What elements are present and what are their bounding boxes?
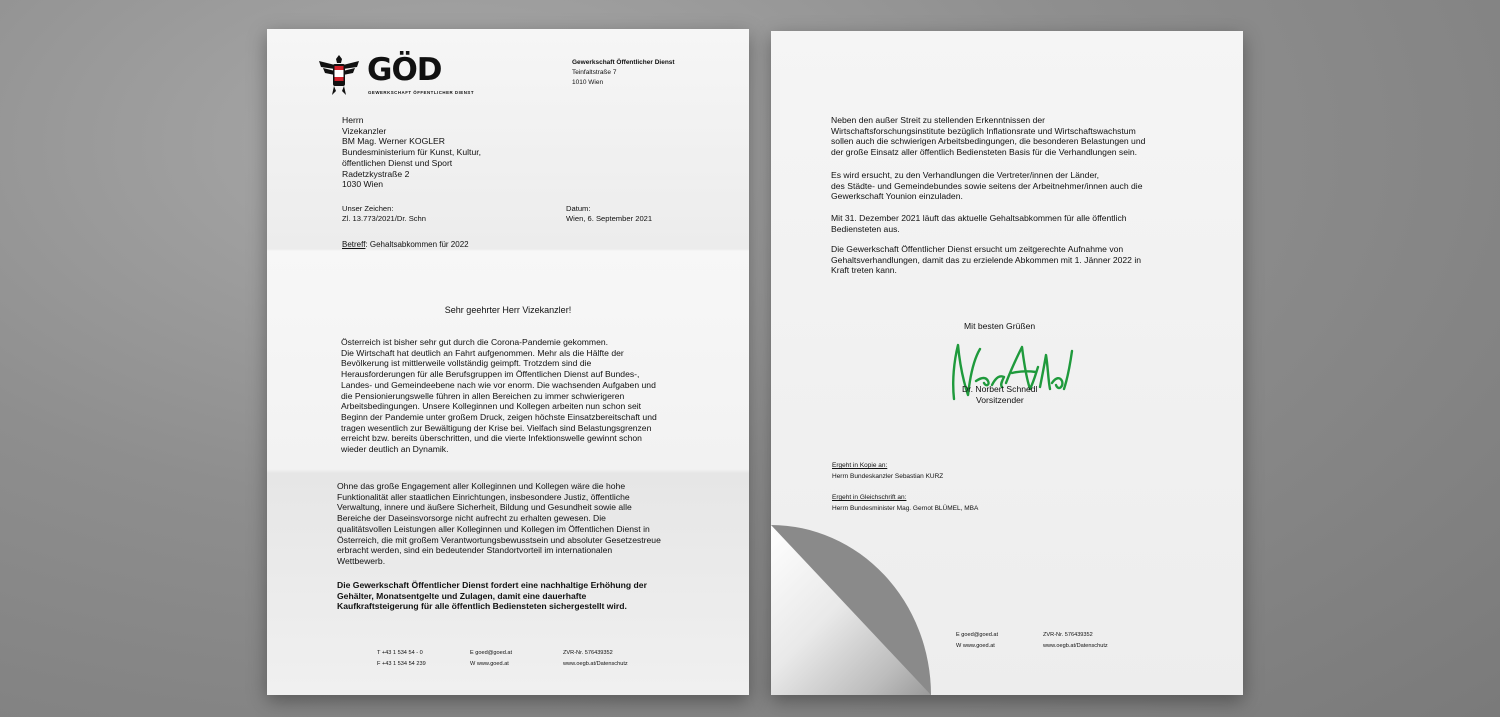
sender-city: 1010 Wien [572, 79, 604, 86]
text-line: Mit 31. Dezember 2021 läuft das aktuelle Gehaltsabkommen für alle öffentlich [831, 213, 1127, 223]
subject-value: : Gehaltsabkommen für 2022 [365, 240, 469, 249]
text-line: Die Gewerkschaft Öffentlicher Dienst fordert eine nachhaltige Erhöhung der [337, 580, 647, 590]
copy-label: Ergeht in Kopie an: [832, 462, 888, 469]
sender-street: Teinfaltstraße 7 [572, 69, 617, 76]
paragraph-2 [337, 481, 661, 567]
text-line: Es wird ersucht, zu den Verhandlungen die Vertreter/innen der Länder, [831, 170, 1100, 180]
reference-label: Unser Zeichen: [342, 204, 394, 213]
text-line: der große Einsatz aller öffentlich Bediensteten Basis für die Verhandlungen sein. [831, 147, 1138, 158]
sender-name: Gewerkschaft Öffentlicher Dienst [572, 59, 675, 66]
footer-tel: T +43 1 534 54 - 0 [377, 650, 423, 656]
text-line: Wettbewerb. [337, 555, 386, 566]
logo-wordmark: GÖD [367, 52, 442, 88]
text-line: Bevölkerung ist mittlerweile vollständig geimpft. Trotzdem sind die [341, 358, 592, 369]
eagle-logo-icon [317, 51, 361, 97]
text-line: Beginn der Pandemie unter großem Druck, zeigen höchste Einsatzbereitschaft und [341, 411, 657, 422]
text-line: Die Gewerkschaft Öffentlicher Dienst ersucht um zeitgerechte Aufnahme von [831, 244, 1124, 254]
demand-paragraph [337, 580, 647, 612]
signer-name: Dr. Norbert Schnedl [962, 384, 1038, 394]
salutation: Sehr geehrter Herr Vizekanzler! [444, 305, 572, 315]
footer-zvr: ZVR-Nr. 576439352 [563, 650, 613, 656]
footer-fax: F +43 1 534 54 239 [377, 661, 426, 667]
recipient-line: 1030 Wien [342, 179, 384, 190]
text-line: Bereiche der Daseinsvorsorge nicht aufrecht zu erhalten gewesen. Die [337, 513, 606, 524]
paragraph-1 [341, 337, 657, 455]
text-line: die Pensionierungswelle führen in allen Bereichen zu immer schwierigeren [341, 390, 625, 401]
cc-value: Herrn Bundesminister Mag. Gernot BLÜMEL, MBA [832, 505, 979, 512]
text-line: Funktionalität aller staatlichen Einrichtungen, insbesondere Justiz, öffentliche [337, 491, 630, 502]
logo-subtitle: GEWERKSCHAFT ÖFFENTLICHER DIENST [368, 90, 475, 95]
letter-page-1 [267, 29, 749, 695]
date-value: Wien, 6. September 2021 [566, 214, 653, 223]
copy-value: Herrn Bundeskanzler Sebastian KURZ [832, 473, 944, 480]
recipient-line: Herrn [342, 115, 364, 125]
footer-privacy: www.oegb.at/Datenschutz [563, 661, 628, 667]
letter-page-2 [771, 31, 1243, 695]
subject-label: Betreff [342, 240, 366, 249]
text-line: Kaufkraftsteigerung für alle öffentlich Bediensteten sichergestellt wird. [337, 601, 627, 612]
text-line: Herausforderungen für alle Berufsgruppen im Öffentlichen Dienst auf Bundes-, [341, 369, 640, 380]
page2-paragraph-2 [831, 170, 1143, 202]
text-line: Verwaltung, innere und äußere Sicherheit, Bildung und Gesundheit sowie alle [337, 502, 632, 513]
text-line: Österreich, die mit großem Verantwortungsbewusstsein und absoluter Gesetzestreue [337, 534, 661, 545]
closing: Mit besten Grüßen [964, 321, 1036, 331]
text-line: Kraft treten kann. [831, 265, 897, 276]
text-line: Die Wirtschaft hat deutlich an Fahrt aufgenommen. Mehr als die Hälfte der [341, 347, 624, 358]
footer-privacy: www.oegb.at/Datenschutz [1043, 643, 1108, 649]
text-line: erreicht bzw. bereits überschritten, und die vierte Infektionswelle gewinnt schon [341, 433, 642, 444]
page2-paragraph-3 [831, 213, 1127, 234]
text-line: Gewerkschaft Younion einzuladen. [831, 191, 963, 202]
recipient-line: Vizekanzler [342, 125, 387, 136]
text-line: Gehälter, Monatsentgelte und Zulagen, damit eine dauerhafte [337, 590, 587, 601]
text-line: Bediensteten aus. [831, 223, 900, 234]
date-label: Datum: [566, 204, 591, 213]
recipient-line: öffentlichen Dienst und Sport [342, 157, 453, 168]
text-line: Landes- und Gemeindeebene nach wie vor enorm. Die wachsenden Aufgaben und [341, 379, 656, 390]
text-line: sollen auch die schwierigen Arbeitsbedingungen, die besonderen Belastungen und [831, 136, 1146, 147]
page2-paragraph-4 [831, 244, 1141, 276]
reference-value: Zl. 13.773/2021/Dr. Schn [342, 214, 427, 223]
text-line: Österreich ist bisher sehr gut durch die Corona-Pandemie gekommen. [341, 337, 609, 347]
footer-email: E goed@goed.at [956, 632, 999, 638]
text-line: Neben den außer Streit zu stellenden Erkenntnissen der [831, 115, 1046, 125]
text-line: tragen wesentlich zur Bewältigung der Krise bei. Vielfach sind Belastungsgrenzen [341, 422, 652, 433]
text-line: Wirtschaftsforschungsinstitute bezüglich Inflationsrate und Wirtschaftswachstum [831, 125, 1136, 136]
footer-zvr: ZVR-Nr. 576439352 [1043, 632, 1093, 638]
subject-line [342, 241, 469, 249]
text-line: wieder deutlich an Dynamik. [341, 444, 449, 455]
page2-paragraph-1 [831, 115, 1145, 158]
text-line: Arbeitsbedingungen. Unsere Kolleginnen und Kollegen arbeiten nun schon seit [341, 401, 642, 412]
cc-label: Ergeht in Gleichschrift an: [832, 494, 907, 501]
recipient-address [342, 115, 481, 190]
signer-title: Vorsitzender [976, 395, 1024, 405]
recipient-line: Bundesministerium für Kunst, Kultur, [342, 147, 481, 158]
recipient-line: BM Mag. Werner KOGLER [342, 136, 445, 147]
text-line: Ohne das große Engagement aller Kolleginnen und Kollegen wäre die hohe [337, 481, 626, 491]
footer-email: E goed@goed.at [470, 650, 513, 656]
text-line: erbracht werden, sind ein bedeutender Standortvorteil im internationalen [337, 545, 613, 556]
recipient-line: Radetzkystraße 2 [342, 168, 410, 179]
footer-web: W www.goed.at [956, 643, 995, 649]
text-line: qualitätsvollen Leistungen aller Kolleginnen und Kollegen im Öffentlichen Dienst in [337, 523, 650, 534]
text-line: Gehaltsverhandlungen, damit das zu erzielende Abkommen mit 1. Jänner 2022 in [831, 254, 1142, 265]
text-line: des Städte- und Gemeindebundes sowie seitens der Arbeitnehmer/innen auch die [831, 180, 1143, 191]
footer-web: W www.goed.at [470, 661, 509, 667]
